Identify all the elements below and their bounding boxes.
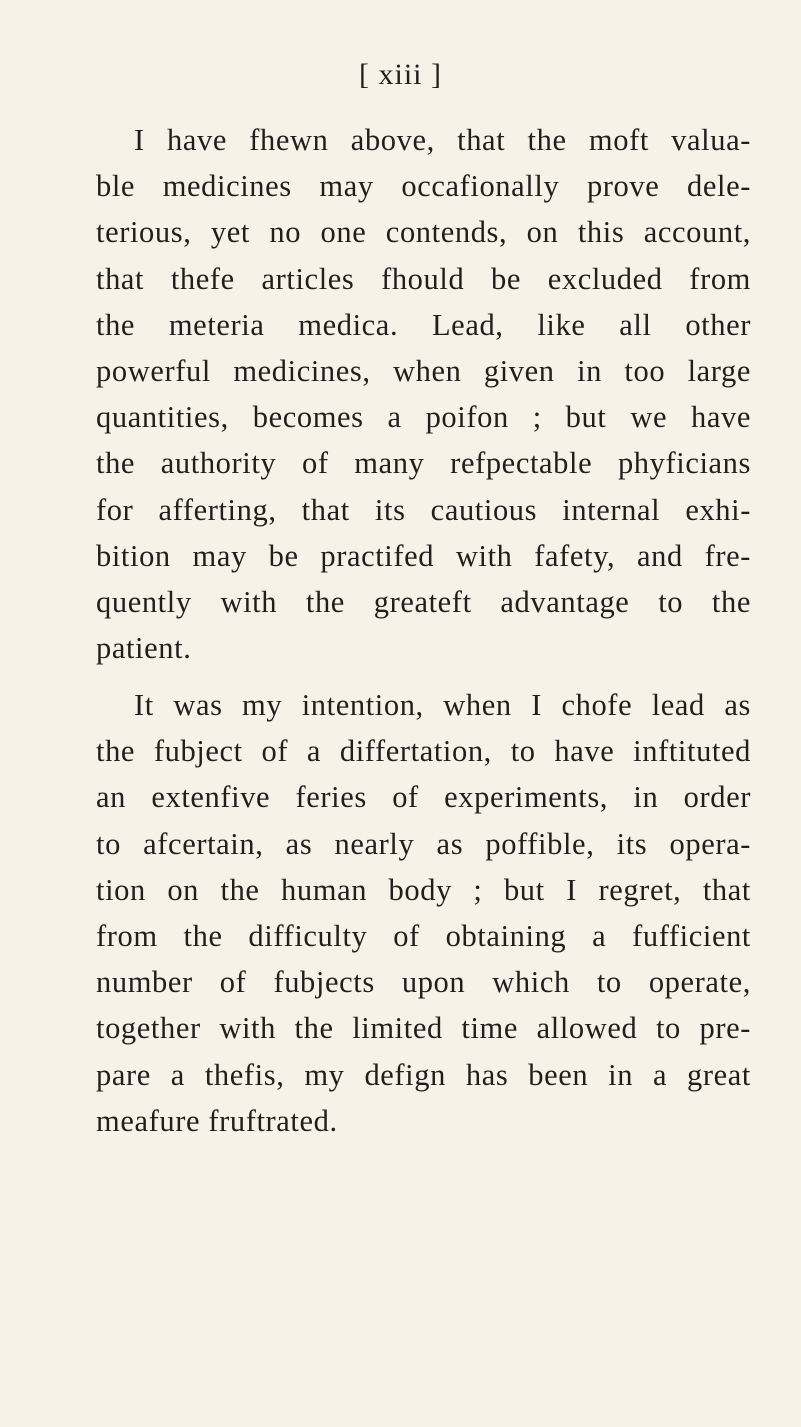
paragraph-line: pare a thefis, my defign has been in a great [96,1057,751,1092]
paragraph-line: I have fhewn above, that the moft valua- [134,123,751,157]
page-number: [ xiii ] [359,58,442,91]
paragraph-line: for afferting, that its cautious internal exhi- [96,492,751,527]
paragraph-line: quantities, becomes a poifon ; but we have [96,400,751,435]
paragraph-line: It was my intention, when I chofe lead as [134,688,751,722]
paragraph-line: tion on the human body ; but I regret, that [96,872,751,907]
paragraph-line: that thefe articles fhould be excluded from [96,261,751,296]
paragraph-line: the authority of many refpectable phyficians [96,446,751,481]
paragraph-line: number of fubjects upon which to operate, [96,965,751,1000]
paragraph-line: bition may be practifed with fafety, and fre- [96,538,751,573]
paragraph-line: patient. [96,631,192,666]
paragraph-line: together with the limited time allowed to pre- [96,1011,751,1046]
paragraph-line: the meteria medica. Lead, like all other [96,307,751,342]
paragraph-line: meafure fruftrated. [96,1103,338,1138]
paragraph-line: an extenfive feries of experiments, in order [96,780,751,815]
paragraph-line: from the difficulty of obtaining a fufficient [96,919,751,954]
paragraph-line: the fubject of a differtation, to have inftituted [96,734,751,769]
paragraph-line: to afcertain, as nearly as poffible, its opera- [96,826,751,861]
paragraph-2 [96,682,751,1144]
paragraph-line: quently with the greateft advantage to the [96,585,751,620]
paragraph-line: powerful medicines, when given in too large [96,354,751,389]
paragraph-line: ble medicines may occafionally prove dele- [96,169,751,204]
paragraph-1 [96,117,751,671]
paragraph-line: terious, yet no one contends, on this account, [96,215,751,250]
